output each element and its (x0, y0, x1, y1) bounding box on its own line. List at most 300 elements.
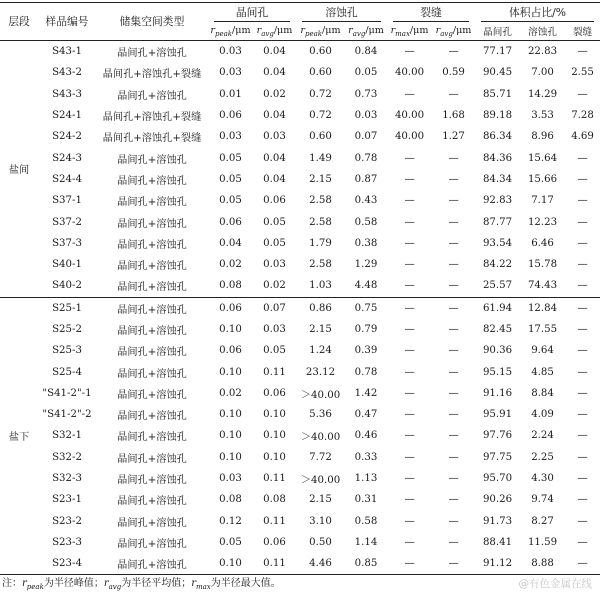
fracture-r-max-cell: — (404, 494, 415, 506)
dissolution-r-peak-cell: 2.15 (309, 324, 332, 335)
dissolution-r-avg-cell: 0.78 (354, 152, 378, 164)
vol-dissolution-cell: 6.46 (531, 237, 554, 249)
space-type-cell: 晶间孔+溶蚀孔 (117, 475, 187, 487)
vol-dissolution-cell: 11.59 (527, 536, 558, 548)
fracture-r-max-cell: — (404, 473, 415, 485)
space-type-cell: 晶间孔+溶蚀孔+裂缝 (102, 133, 202, 145)
dissolution-r-avg-cell: 0.43 (354, 195, 378, 207)
header-sample: 样品编号 (45, 15, 89, 28)
header-vol-fracture: 裂缝 (572, 27, 593, 38)
space-type-cell: 晶间孔+溶蚀孔 (117, 389, 187, 401)
fracture-r-max-cell: — (404, 451, 415, 463)
vol-dissolution-cell: 15.66 (527, 173, 558, 185)
dissolution-r-avg-cell: 0.38 (354, 237, 378, 249)
table-row (0, 126, 600, 147)
dissolution-r-peak-cell: 1.49 (309, 152, 332, 164)
fracture-r-max-cell: — (387, 275, 432, 297)
fracture-r-max-cell: — (404, 237, 415, 249)
sample-cell: "S41-2"-2 (42, 409, 92, 421)
sample-cell: S37-3 (52, 237, 82, 249)
intercrystal-r-peak-cell: 0.10 (219, 451, 242, 463)
intercrystal-r-peak-cell: 0.10 (219, 324, 242, 335)
intercrystal-r-peak-cell: 0.05 (219, 536, 242, 548)
intercrystal-r-peak-cell: 0.06 (219, 302, 242, 314)
intercrystal-r-peak-cell: 0.10 (219, 366, 242, 378)
space-type-cell: 晶间孔+溶蚀孔 (117, 368, 187, 380)
vol-fracture-cell: — (577, 345, 588, 357)
dissolution-r-peak-cell: 2.15 (309, 494, 332, 506)
fracture-r-avg-cell: — (448, 430, 459, 442)
fracture-r-max-cell: — (404, 387, 415, 399)
dissolution-r-avg-cell: 0.79 (354, 324, 378, 335)
table-row (0, 425, 600, 446)
space-type-cell: 晶间孔+溶蚀孔 (117, 432, 187, 444)
table-row (0, 340, 600, 361)
vol-dissolution-cell: 9.74 (531, 494, 554, 506)
intercrystal-r-avg-cell: 0.06 (263, 536, 286, 548)
vol-dissolution-cell: 8.96 (531, 131, 554, 143)
vol-dissolution-cell: 2.25 (531, 451, 554, 463)
intercrystal-r-avg-cell: 0.03 (263, 131, 286, 143)
sample-cell: S23-3 (52, 536, 82, 548)
vol-fracture-cell: — (577, 366, 588, 378)
sample-cell: S43-2 (52, 67, 82, 79)
intercrystal-r-avg-cell: 0.10 (263, 409, 286, 421)
dissolution-r-avg-cell: 0.39 (354, 345, 378, 357)
table-body (0, 41, 600, 575)
sample-cell: S43-1 (52, 46, 82, 58)
table-row (0, 383, 600, 404)
fracture-r-avg-cell: 1.68 (442, 110, 465, 122)
vol-intercrystal-cell: 86.34 (482, 131, 513, 143)
vol-intercrystal-cell: 91.73 (482, 515, 513, 527)
dissolution-r-avg-cell: 0.46 (354, 430, 378, 442)
dissolution-r-avg-cell: 0.05 (354, 67, 378, 79)
layer-cell: 盐间 (0, 41, 38, 298)
vol-intercrystal-cell: 25.57 (475, 275, 520, 297)
fracture-r-avg-cell: — (432, 553, 475, 575)
intercrystal-r-peak-cell: 0.02 (219, 259, 242, 271)
dissolution-r-avg-cell: 4.48 (345, 275, 387, 297)
fracture-r-avg-cell: — (448, 152, 459, 164)
intercrystal-r-avg-cell: 0.03 (263, 259, 286, 271)
vol-fracture-cell: — (577, 152, 588, 164)
space-type-cell: 晶间孔+溶蚀孔 (117, 347, 187, 359)
vol-intercrystal-cell: 93.54 (482, 237, 513, 249)
intercrystal-r-peak-cell: 0.08 (208, 275, 253, 297)
table-row (0, 447, 600, 468)
table-row (0, 62, 600, 83)
fracture-r-avg-cell: — (448, 409, 459, 421)
fracture-r-avg-cell: — (448, 46, 459, 58)
dissolution-r-peak-cell: 0.60 (309, 131, 332, 143)
table-row (0, 84, 600, 105)
dissolution-r-peak-cell: 2.15 (309, 173, 332, 185)
sample-cell: S24-2 (52, 131, 82, 143)
table-row (0, 41, 600, 63)
table-row (0, 489, 600, 510)
sample-cell: S23-1 (52, 494, 82, 506)
header-row-1 (0, 3, 600, 23)
watermark-text: @有色金属在线 (518, 578, 592, 590)
vol-intercrystal-cell: 97.76 (482, 430, 513, 442)
sample-cell: S37-1 (52, 195, 82, 207)
vol-dissolution-cell: 2.24 (531, 430, 554, 442)
space-type-cell: 晶间孔+溶蚀孔 (117, 496, 187, 508)
vol-intercrystal-cell: 61.94 (482, 302, 513, 314)
intercrystal-r-peak-cell: 0.05 (219, 173, 242, 185)
intercrystal-r-peak-cell: 0.01 (219, 88, 242, 100)
vol-fracture-cell: — (577, 259, 588, 271)
table-row (0, 105, 600, 126)
vol-intercrystal-cell: 87.77 (482, 216, 513, 228)
vol-fracture-cell: — (577, 473, 588, 485)
sample-cell: S25-1 (52, 302, 82, 314)
fracture-r-max-cell: — (404, 515, 415, 527)
vol-dissolution-cell: 12.23 (527, 216, 558, 228)
intercrystal-r-peak-cell: 0.03 (219, 473, 242, 485)
header-r-max: $r_{max}/\mu m$ (390, 24, 429, 38)
header-intercrystal: 晶间孔 (208, 3, 296, 23)
vol-fracture-cell: — (577, 387, 588, 399)
intercrystal-r-avg-cell: 0.06 (263, 387, 286, 399)
fracture-r-max-cell: — (404, 324, 415, 335)
dissolution-r-avg-cell: 1.13 (354, 473, 378, 485)
fracture-r-avg-cell: — (448, 88, 459, 100)
dissolution-r-avg-cell: 0.87 (354, 173, 378, 185)
vol-intercrystal-cell: 92.83 (482, 195, 513, 207)
fracture-r-max-cell: — (404, 173, 415, 185)
fracture-r-max-cell: 40.00 (394, 67, 425, 79)
vol-dissolution-cell: 7.17 (531, 195, 554, 207)
space-type-cell: 晶间孔+溶蚀孔 (117, 304, 187, 316)
vol-fracture-cell: — (565, 553, 600, 575)
vol-fracture-cell: — (577, 324, 588, 335)
intercrystal-r-peak-cell: 0.05 (219, 152, 242, 164)
fracture-r-avg-cell: — (448, 237, 459, 249)
dissolution-r-avg-cell: 0.75 (354, 302, 378, 314)
table-row (0, 404, 600, 425)
vol-intercrystal-cell: 84.34 (482, 173, 513, 185)
dissolution-r-peak-cell: 0.72 (309, 88, 332, 100)
vol-fracture-cell: — (577, 216, 588, 228)
intercrystal-r-peak-cell: 0.03 (219, 67, 242, 79)
vol-intercrystal-cell: 97.75 (482, 451, 513, 463)
intercrystal-r-peak-cell: 0.02 (219, 387, 242, 399)
dissolution-r-avg-cell: 0.85 (345, 553, 387, 575)
vol-intercrystal-cell: 90.36 (482, 345, 513, 357)
vol-intercrystal-cell: 95.70 (482, 473, 513, 485)
sample-cell: S25-2 (52, 324, 82, 335)
vol-intercrystal-cell: 91.12 (475, 553, 520, 575)
table-row (0, 553, 600, 575)
fracture-r-max-cell: — (404, 302, 415, 314)
dissolution-r-avg-cell: 0.58 (354, 216, 378, 228)
intercrystal-r-peak-cell: 0.10 (219, 409, 242, 421)
table-row (0, 532, 600, 553)
sample-cell: "S41-2"-1 (42, 387, 92, 399)
intercrystal-r-avg-cell: 0.08 (263, 494, 286, 506)
intercrystal-r-peak-cell: 0.12 (219, 515, 242, 527)
intercrystal-r-avg-cell: 0.02 (253, 275, 296, 297)
vol-intercrystal-cell: 89.18 (482, 110, 513, 122)
fracture-r-max-cell: — (404, 46, 415, 58)
pore-data-table (0, 2, 600, 575)
intercrystal-r-avg-cell: 0.10 (263, 430, 286, 442)
fracture-r-avg-cell: — (448, 302, 459, 314)
fracture-r-max-cell: — (404, 259, 415, 271)
vol-intercrystal-cell: 88.41 (482, 536, 513, 548)
intercrystal-r-peak-cell: 0.06 (219, 216, 242, 228)
header-r-peak-1: $r_{peak}/\mu m$ (210, 24, 251, 38)
vol-dissolution-cell: 74.43 (520, 275, 565, 297)
table-row (0, 297, 600, 319)
header-r-avg-1: $r_{avg}/\mu m$ (256, 24, 293, 38)
intercrystal-r-avg-cell: 0.06 (263, 195, 286, 207)
sample-cell: S43-3 (52, 88, 82, 100)
table-row (0, 254, 600, 275)
header-space-type: 储集空间类型 (119, 15, 185, 28)
fracture-r-avg-cell: — (448, 387, 459, 399)
space-type-cell: 晶间孔+溶蚀孔 (117, 218, 187, 230)
intercrystal-r-avg-cell: 0.10 (263, 451, 286, 463)
sample-cell: S37-2 (52, 216, 82, 228)
fracture-r-max-cell: — (404, 409, 415, 421)
sample-cell: S32-3 (52, 473, 82, 485)
fracture-r-max-cell: 40.00 (394, 131, 425, 143)
intercrystal-r-peak-cell: 0.06 (219, 345, 242, 357)
fracture-r-avg-cell: — (448, 473, 459, 485)
sample-cell: S25-4 (52, 366, 82, 378)
table-row (0, 233, 600, 254)
fracture-r-max-cell: — (404, 345, 415, 357)
intercrystal-r-avg-cell: 0.05 (263, 216, 286, 228)
dissolution-r-peak-cell: 2.58 (309, 216, 332, 228)
vol-intercrystal-cell: 91.16 (482, 387, 513, 399)
sample-cell: S24-1 (52, 110, 82, 122)
fracture-r-avg-cell: — (448, 345, 459, 357)
header-dissolution: 溶蚀孔 (296, 3, 387, 23)
vol-fracture-cell: — (577, 515, 588, 527)
fracture-r-avg-cell: — (448, 494, 459, 506)
vol-fracture-cell: — (577, 494, 588, 506)
dissolution-r-avg-cell: 1.14 (354, 536, 378, 548)
sample-cell: S23-2 (52, 515, 82, 527)
vol-dissolution-cell: 7.00 (531, 67, 554, 79)
space-type-cell: 晶间孔+溶蚀孔 (117, 453, 187, 465)
intercrystal-r-peak-cell: 0.08 (219, 494, 242, 506)
vol-intercrystal-cell: 85.71 (482, 88, 513, 100)
dissolution-r-peak-cell: 0.86 (309, 302, 332, 314)
vol-dissolution-cell: 9.64 (531, 345, 554, 357)
vol-fracture-cell: — (577, 46, 588, 58)
vol-fracture-cell: — (577, 409, 588, 421)
fracture-r-avg-cell: — (448, 324, 459, 335)
vol-intercrystal-cell: 90.45 (482, 67, 513, 79)
fracture-r-avg-cell: — (448, 259, 459, 271)
intercrystal-r-avg-cell: 0.11 (263, 515, 286, 527)
dissolution-r-avg-cell: 0.33 (354, 451, 378, 463)
space-type-cell: 晶间孔+溶蚀孔 (117, 517, 187, 529)
space-type-cell: 晶间孔+溶蚀孔 (117, 538, 187, 550)
dissolution-r-avg-cell: 0.47 (354, 409, 378, 421)
intercrystal-r-avg-cell: 0.04 (263, 67, 286, 79)
vol-fracture-cell: — (577, 302, 588, 314)
intercrystal-r-peak-cell: 0.03 (219, 131, 242, 143)
intercrystal-r-avg-cell: 0.04 (263, 46, 286, 58)
fracture-r-max-cell: — (404, 152, 415, 164)
space-type-cell: 晶间孔+溶蚀孔+裂缝 (102, 69, 202, 81)
table-row (0, 190, 600, 211)
vol-intercrystal-cell: 95.15 (482, 366, 513, 378)
space-type-cell: 晶间孔+溶蚀孔 (117, 48, 187, 60)
vol-dissolution-cell: 4.09 (531, 409, 554, 421)
space-type-cell: 晶间孔+溶蚀孔 (117, 90, 187, 102)
intercrystal-r-avg-cell: 0.05 (263, 345, 286, 357)
intercrystal-r-avg-cell: 0.11 (253, 553, 296, 575)
sample-cell: S23-4 (38, 553, 96, 575)
table-row (0, 169, 600, 190)
intercrystal-r-peak-cell: 0.04 (219, 237, 242, 249)
vol-intercrystal-cell: 82.45 (482, 324, 513, 335)
dissolution-r-peak-cell: 0.60 (309, 46, 332, 58)
fracture-r-max-cell: 40.00 (394, 110, 425, 122)
dissolution-r-peak-cell: ＞40.00 (300, 475, 341, 487)
dissolution-r-peak-cell: 0.60 (309, 67, 332, 79)
vol-fracture-cell: — (565, 275, 600, 297)
fracture-r-max-cell: — (387, 553, 432, 575)
vol-dissolution-cell: 4.30 (531, 473, 554, 485)
dissolution-r-avg-cell: 1.29 (354, 259, 378, 271)
dissolution-r-peak-cell: 2.58 (309, 259, 332, 271)
fracture-r-max-cell: — (404, 536, 415, 548)
sample-cell: S32-1 (52, 430, 82, 442)
vol-dissolution-cell: 15.78 (527, 259, 558, 271)
table-row (0, 147, 600, 168)
fracture-r-avg-cell: 0.59 (442, 67, 465, 79)
dissolution-r-peak-cell: 2.58 (309, 195, 332, 207)
vol-dissolution-cell: 15.64 (527, 152, 558, 164)
vol-fracture-cell: 4.69 (571, 131, 594, 143)
layer-cell: 盐下 (0, 297, 38, 575)
table-note: 注：$r_{peak}$为半径峰值；$r_{avg}$为半径平均值；$r_{max}$为半径最大值。 (2, 578, 281, 591)
table-row (0, 468, 600, 489)
fracture-r-avg-cell: — (448, 515, 459, 527)
vol-fracture-cell: — (577, 430, 588, 442)
dissolution-r-avg-cell: 1.42 (354, 387, 378, 399)
table-row (0, 319, 600, 340)
vol-dissolution-cell: 14.29 (527, 88, 558, 100)
sample-cell: S32-2 (52, 451, 82, 463)
intercrystal-r-avg-cell: 0.05 (263, 237, 286, 249)
vol-fracture-cell: — (577, 88, 588, 100)
intercrystal-r-avg-cell: 0.04 (263, 110, 286, 122)
space-type-cell: 晶间孔+溶蚀孔 (117, 197, 187, 209)
sample-cell: S24-4 (52, 173, 82, 185)
dissolution-r-avg-cell: 0.07 (354, 131, 378, 143)
dissolution-r-peak-cell: 3.10 (309, 515, 332, 527)
space-type-cell: 晶间孔+溶蚀孔 (117, 411, 187, 423)
dissolution-r-avg-cell: 0.31 (354, 494, 378, 506)
space-type-cell: 晶间孔+溶蚀孔 (117, 326, 187, 337)
fracture-r-max-cell: — (404, 88, 415, 100)
intercrystal-r-peak-cell: 0.10 (219, 430, 242, 442)
dissolution-r-peak-cell: ＞40.00 (300, 389, 341, 401)
intercrystal-r-avg-cell: 0.11 (263, 473, 286, 485)
dissolution-r-avg-cell: 0.78 (354, 366, 378, 378)
dissolution-r-peak-cell: 4.46 (296, 553, 345, 575)
intercrystal-r-peak-cell: 0.05 (219, 195, 242, 207)
intercrystal-r-avg-cell: 0.11 (263, 366, 286, 378)
dissolution-r-avg-cell: 0.03 (354, 110, 378, 122)
sample-cell: S40-2 (38, 275, 96, 297)
vol-dissolution-cell: 12.84 (527, 302, 558, 314)
intercrystal-r-peak-cell: 0.10 (208, 553, 253, 575)
space-type-cell: 晶间孔+溶蚀孔 (96, 275, 208, 297)
fracture-r-avg-cell: — (448, 536, 459, 548)
vol-fracture-cell: — (577, 237, 588, 249)
fracture-r-avg-cell: — (448, 216, 459, 228)
sample-cell: S40-1 (52, 259, 82, 271)
space-type-cell: 晶间孔+溶蚀孔 (117, 261, 187, 273)
table-row (0, 361, 600, 382)
fracture-r-max-cell: — (404, 195, 415, 207)
vol-dissolution-cell: 8.27 (531, 515, 554, 527)
fracture-r-max-cell: — (404, 430, 415, 442)
fracture-r-avg-cell: — (448, 451, 459, 463)
intercrystal-r-avg-cell: 0.04 (263, 152, 286, 164)
intercrystal-r-avg-cell: 0.02 (263, 88, 286, 100)
vol-dissolution-cell: 4.85 (531, 366, 554, 378)
header-fracture: 裂缝 (387, 3, 475, 23)
vol-dissolution-cell: 3.53 (531, 110, 554, 122)
vol-fracture-cell: 2.55 (571, 67, 594, 79)
space-type-cell: 晶间孔+溶蚀孔 (96, 553, 208, 575)
fracture-r-avg-cell: 1.27 (442, 131, 465, 143)
dissolution-r-peak-cell: 1.03 (296, 275, 345, 297)
fracture-r-avg-cell: — (448, 173, 459, 185)
space-type-cell: 晶间孔+溶蚀孔 (117, 239, 187, 251)
dissolution-r-peak-cell: 5.36 (309, 409, 332, 421)
table-row (0, 275, 600, 297)
fracture-r-max-cell: — (404, 216, 415, 228)
space-type-cell: 晶间孔+溶蚀孔 (117, 154, 187, 166)
fracture-r-max-cell: — (404, 366, 415, 378)
intercrystal-r-avg-cell: 0.04 (263, 173, 286, 185)
vol-dissolution-cell: 8.84 (531, 387, 554, 399)
header-vol-dissolution: 溶蚀孔 (528, 27, 557, 38)
vol-dissolution-cell: 8.88 (520, 553, 565, 575)
intercrystal-r-peak-cell: 0.06 (219, 110, 242, 122)
vol-fracture-cell: — (577, 195, 588, 207)
dissolution-r-peak-cell: 0.72 (309, 110, 332, 122)
vol-intercrystal-cell: 95.91 (482, 409, 513, 421)
vol-dissolution-cell: 22.83 (527, 46, 558, 58)
dissolution-r-avg-cell: 0.73 (354, 88, 378, 100)
vol-fracture-cell: — (577, 536, 588, 548)
header-vol-intercrystal: 晶间孔 (483, 27, 512, 38)
intercrystal-r-peak-cell: 0.03 (219, 46, 242, 58)
vol-fracture-cell: 7.28 (571, 110, 594, 122)
vol-intercrystal-cell: 90.26 (482, 494, 513, 506)
header-volume-ratio: 体积占比/% (475, 3, 600, 23)
vol-intercrystal-cell: 84.22 (482, 259, 513, 271)
header-layer: 层段 (8, 15, 30, 28)
header-r-peak-2: $r_{peak}/\mu m$ (300, 24, 341, 38)
dissolution-r-peak-cell: 1.79 (309, 237, 332, 249)
fracture-r-avg-cell: — (448, 366, 459, 378)
dissolution-r-avg-cell: 0.84 (354, 46, 378, 58)
